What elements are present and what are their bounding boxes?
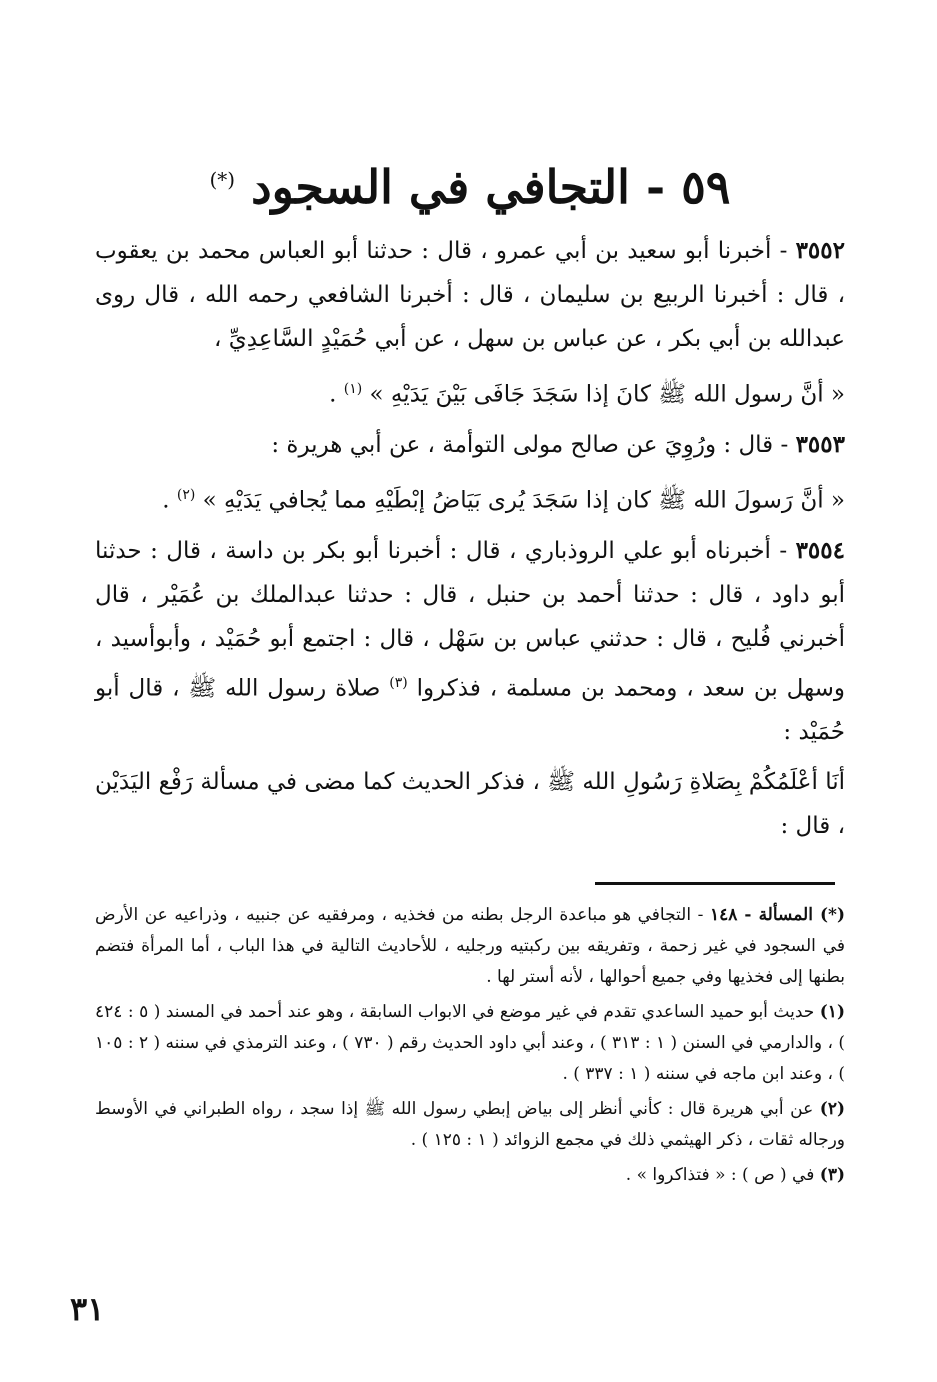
hadith-paragraph [95,229,845,361]
quote-end: . [329,381,344,408]
footnote-text: حديث أبو حميد الساعدي تقدم في غير موضع في الابواب السابقة ، وهو عند أحمد في المسند ( ٥ : ٤٢٤ ) ، والدارمي في السنن ( ١ : ٣١٣ ) ، وعند أبي داود الحديث رقم ( ٧٣٠ ) ، وعند الترمذي في سننه ( ٢ : ١٠٥ ) ، وعند ابن ماجه في سننه ( ١ : ٣٣٧ ) . [95,1002,845,1084]
hadith-paragraph [95,760,845,848]
hadith-paragraph [95,529,845,755]
hadith-quote [95,367,845,417]
footnote-ref: (٣) [389,674,408,691]
footnotes [95,900,845,1195]
footnote [95,997,845,1090]
footnote-ref: (٢) [176,486,196,503]
hadith-text: - قال : ورُوِيَ عن صالح مولى التوأمة ، عن أبي هريرة : [271,431,796,458]
hadith-number: ٣٥٥٤ [795,536,845,564]
footnote-divider [595,882,835,885]
footnote-marker: (٣) [819,1165,845,1185]
quote-text: « أنَّ رَسولَ الله ﷺ كان إذا سَجَدَ يُرى بَيَاضُ إبْطَيْهِ مما يُجافي يَدَيْهِ » [195,487,845,514]
footnote-text: في ( ص ) : « فتذاكروا » . [625,1165,820,1185]
footnote-marker: (*) المسألة - ١٤٨ [709,905,845,925]
chapter-title-text: ٥٩ - التجافي في السجود [251,160,731,214]
footnote-marker: (٢) [819,1099,845,1119]
hadith-text: أنَا أعْلَمُكُمْ بِصَلاةِ رَسُولِ الله ﷺ ، فذكر الحديث كما مضى في مسألة رَفْع اليَدَيْن ، قال : [95,769,845,840]
hadith-number: ٣٥٥٢ [795,237,845,265]
footnote-text: عن أبي هريرة قال : كأني أنظر إلى بياض إبطي رسول الله ﷺ إذا سجد ، رواه الطبراني في الأوسط ورجاله ثقات ، ذكر الهيثمي ذلك في مجمع الزوائد ( ١ : ١٢٥ ) . [95,1099,845,1150]
hadith-paragraph [95,423,845,467]
quote-text: « أنَّ رسول الله ﷺ كانَ إذا سَجَدَ جَافَى بَيْنَ يَدَيْهِ » [362,381,845,408]
page-number: ٣١ [70,1290,105,1328]
footnote [95,1094,845,1156]
hadith-quote [95,473,845,523]
quote-end: . [162,487,177,514]
hadith-text: - أخبرناه أبو علي الروذباري ، قال : أخبرنا أبو بكر بن داسة ، قال : حدثنا أبو داود ، قال : حدثنا أحمد بن حنبل ، قال : حدثنا عبدالملك بن عُمَيْر ، قال أخبرني فُليح ، قال : حدثني عباس بن سَهْل ، قال : اجتمع أبو حُمَيْد ، وأبوأسيد ، وسهل بن سعد ، ومحمد بن مسلمة ، فذكروا [95,537,846,702]
footnote [95,900,845,993]
hadith-number: ٣٥٥٣ [795,430,845,458]
main-text [95,229,845,848]
footnote [95,1160,845,1191]
footnote-ref: (١) [343,381,363,398]
footnote-text: - التجافي هو مباعدة الرجل بطنه من فخذيه ، ومرفقيه عن جنبيه ، وذراعيه عن الأرض في السجود في غير زحمة ، وتفريقه بين ركبتيه ورجليه ، للأحاديث التالية في هذا الباب ، أما المرأة فتضم بطنها إلى فخذيها وفي جميع أحوالها ، لأنه أستر لها . [95,905,845,987]
footnote-marker: (١) [819,1002,845,1022]
title-footnote-mark: (*) [209,167,236,192]
hadith-text: - أخبرنا أبو سعيد بن أبي عمرو ، قال : حدثنا أبو العباس محمد بن يعقوب ، قال : أخبرنا الربيع بن سليمان ، قال : أخبرنا الشافعي رحمه الله ، قال روى عبدالله بن أبي بكر ، عن عباس بن سهل ، عن أبي حُمَيْدٍ السَّاعِدِيِّ ، [95,238,845,353]
chapter-title [95,160,845,215]
hadith-text-tail: صلاة رسول الله ﷺ ، قال أبو حُمَيْد : [95,675,845,746]
